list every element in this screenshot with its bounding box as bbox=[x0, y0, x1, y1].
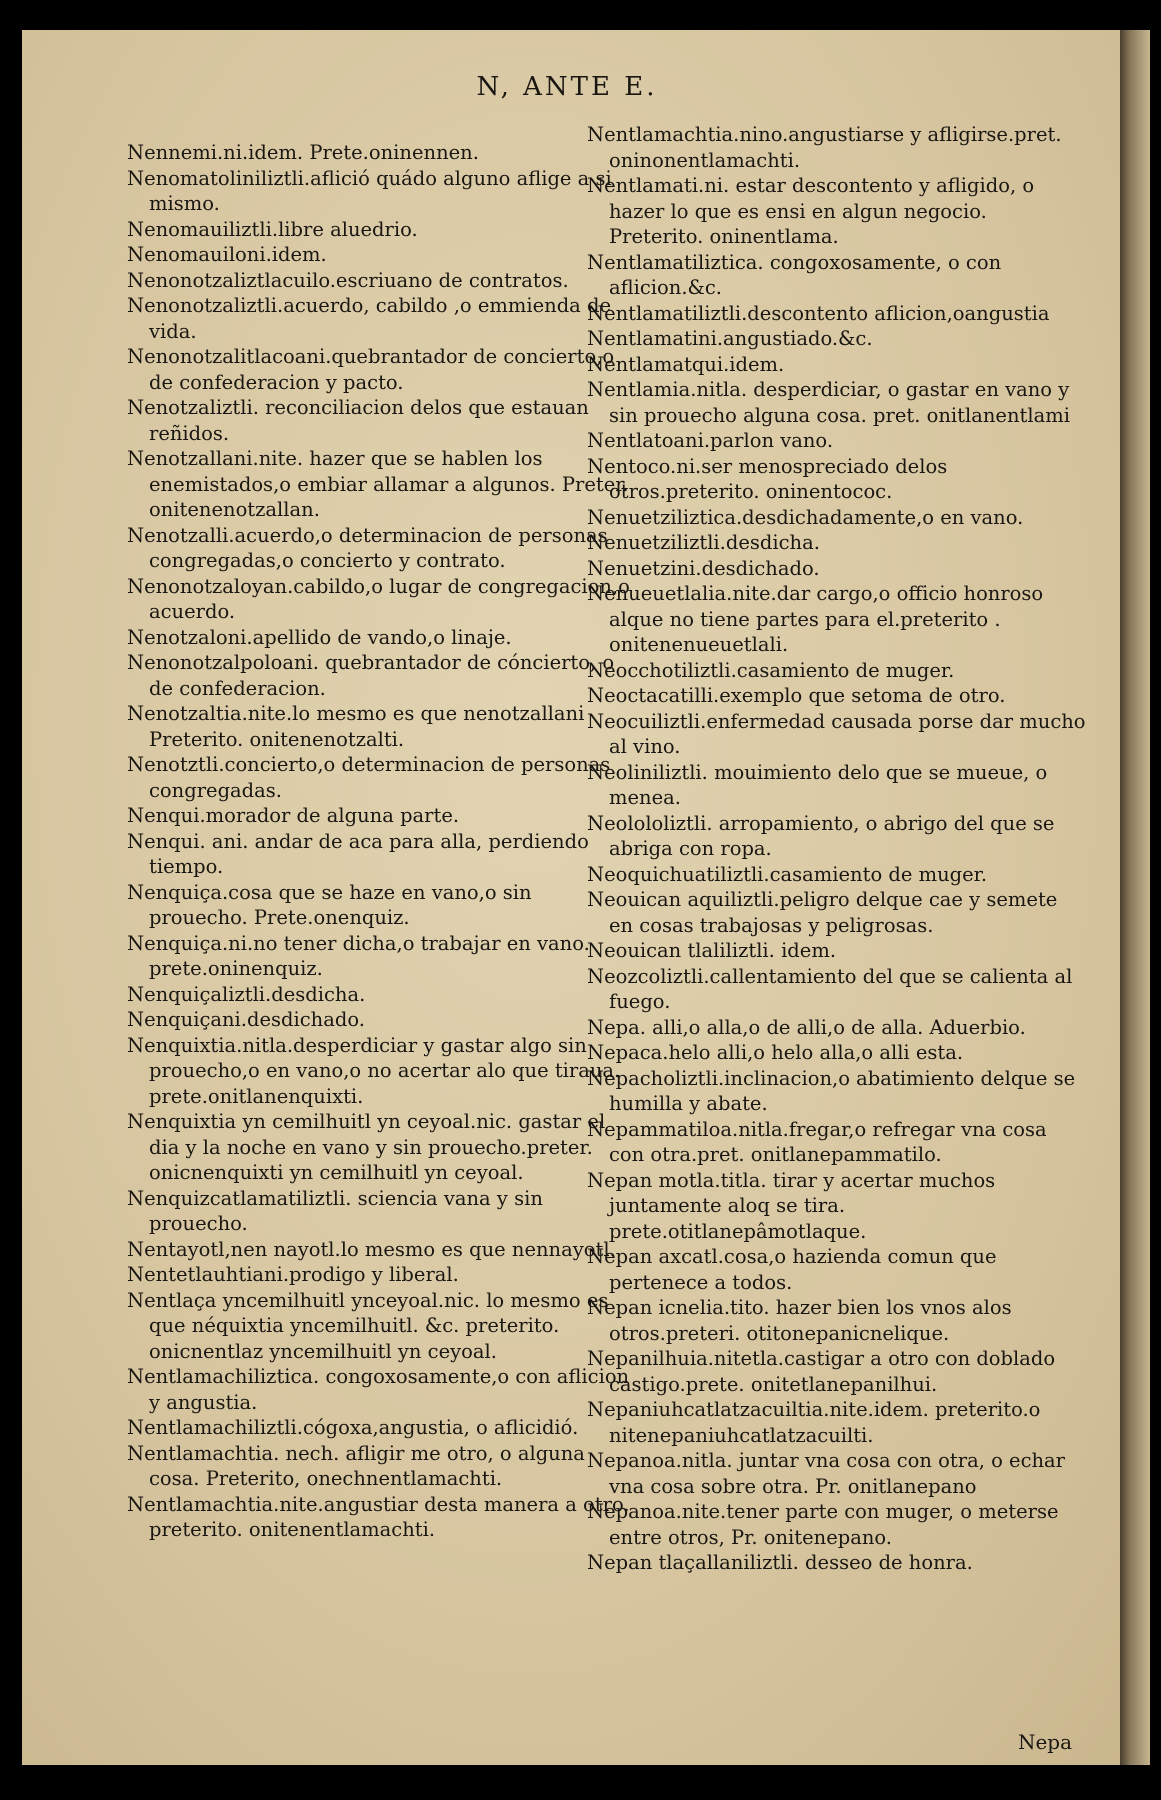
dictionary-entry: Neouican aquiliztli.peligro delque cae y semete en cosas trabajosas y peligrosas. bbox=[587, 888, 1058, 937]
dictionary-entry: Nenomauiloni.idem. bbox=[127, 243, 327, 266]
book-page bbox=[22, 30, 1150, 1765]
dictionary-entry: Nenonotzaliztli.acuerdo, cabildo ,o emmienda de vida. bbox=[127, 294, 612, 343]
dictionary-entry: Nenomauiliztli.libre aluedrio. bbox=[127, 217, 418, 241]
dictionary-entry: Nenonotzaliztlacuilo.escriuano de contratos. bbox=[127, 268, 569, 292]
dictionary-entry: Neoquichuatiliztli.casamiento de muger. bbox=[587, 862, 988, 886]
dictionary-entry: Nenquixtia yn cemilhuitl yn ceyoal.nic. gastar el dia y la noche en vano y sin prouecho.preter. onicnenquixti yn cemilhuitl yn ceyoal. bbox=[127, 1110, 606, 1184]
dictionary-entry: Nepa. alli,o alla,o de alli,o de alla. Aduerbio. bbox=[587, 1015, 1026, 1039]
dictionary-entry: Nenqui. ani. andar de aca para alla, perdiendo tiempo. bbox=[127, 829, 589, 878]
dictionary-entry: Nentlamia.nitla. desperdiciar, o gastar en vano y sin prouecho alguna cosa. pret. onitlanentlami bbox=[587, 378, 1070, 427]
dictionary-entry: Nentlamatiliztica. congoxosamente, o con aflicion.&c. bbox=[587, 250, 1002, 299]
dictionary-entry: Nepammatiloa.nitla.fregar,o refregar vna cosa con otra.pret. onitlanepammatilo. bbox=[587, 1117, 1047, 1166]
dictionary-entry: Nepacholiztli.inclinacion,o abatimiento delque se humilla y abate. bbox=[587, 1066, 1076, 1115]
dictionary-entry: Nenqui.morador de alguna parte. bbox=[127, 804, 460, 827]
dictionary-entry: Nenonotzalitlacoani.quebrantador de concierto,o de confederacion y pacto. bbox=[127, 345, 615, 394]
dictionary-entry: Nenonotzaloyan.cabildo,o lugar de congregacion,o acuerdo. bbox=[127, 574, 630, 623]
dictionary-entry: Nenquiça.cosa que se haze en vano,o sin prouecho. Prete.onenquiz. bbox=[127, 880, 532, 929]
dictionary-entry: Neouican tlaliliztli. idem. bbox=[587, 939, 837, 962]
dictionary-entry: Nentlamatini.angustiado.&c. bbox=[587, 327, 873, 350]
dictionary-entry: Nenquiça.ni.no tener dicha,o trabajar en vano. prete.oninenquiz. bbox=[127, 931, 590, 980]
dictionary-entry: Nepan tlaçallaniliztli. desseo de honra. bbox=[587, 1551, 973, 1574]
dictionary-entry: Neoctacatilli.exemplo que setoma de otro. bbox=[587, 684, 1006, 707]
catchword: Nepa bbox=[1017, 1730, 1072, 1754]
dictionary-entry: Nenquiçani.desdichado. bbox=[127, 1008, 365, 1031]
dictionary-entry: Nepan axcatl.cosa,o hazienda comun que pertenece a todos. bbox=[587, 1245, 997, 1294]
dictionary-entry: Nepanoa.nitla. juntar vna cosa con otra, o echar vna cosa sobre otra. Pr. onitlanepano bbox=[587, 1449, 1066, 1498]
dictionary-entry: Neolololiztli. arropamiento, o abrigo del que se abriga con ropa. bbox=[587, 811, 1055, 860]
dictionary-entry: Nennemi.ni.idem. Prete.oninennen. bbox=[127, 141, 479, 164]
dictionary-entry: Nenotztli.concierto,o determinacion de personas congregadas. bbox=[127, 753, 611, 802]
dictionary-entry: Nentlamachtia. nech. afligir me otro, o alguna cosa. Preterito, onechnentlamachti. bbox=[127, 1441, 585, 1490]
page-gutter bbox=[1120, 30, 1150, 1765]
dictionary-entry: Nepan motla.titla. tirar y acertar muchos juntamente aloq se tira. prete.otitlanepâmotlaque. bbox=[587, 1168, 996, 1243]
dictionary-entry: Nentlamachiliztli.cógoxa,angustia, o aflicidió. bbox=[127, 1416, 579, 1439]
dictionary-entry: Nenotzaliztli. reconciliacion delos que estauan reñidos. bbox=[127, 396, 589, 445]
dictionary-entry: Nenonotzalpoloani. quebrantador de cóncierto, o de confederacion. bbox=[127, 651, 615, 700]
dictionary-entry: Neocchotiliztli.casamiento de muger. bbox=[587, 658, 955, 682]
dictionary-entry: Neocuiliztli.enfermedad causada porse dar mucho al vino. bbox=[587, 709, 1086, 758]
dictionary-entry: Nepanoa.nite.tener parte con muger, o meterse entre otros, Pr. onitenepano. bbox=[587, 1500, 1059, 1549]
dictionary-entry: Nentetlauhtiani.prodigo y liberal. bbox=[127, 1263, 459, 1286]
dictionary-entry: Neoliniliztli. mouimiento delo que se mueue, o menea. bbox=[587, 760, 1048, 809]
dictionary-entry: Nenueuetlalia.nite.dar cargo,o officio honroso alque no tiene partes para el.preterito . onitenenueuetlali. bbox=[587, 582, 1044, 656]
left-column bbox=[127, 140, 632, 1543]
right-column bbox=[587, 122, 1087, 1576]
dictionary-entry: Nentlamachiliztica. congoxosamente,o con aflicion y angustia. bbox=[127, 1365, 630, 1414]
dictionary-entry: Nenuetziliztli.desdicha. bbox=[587, 531, 820, 554]
dictionary-entry: Nentlamatiliztli.descontento aflicion,oangustia bbox=[587, 301, 1050, 325]
dictionary-entry: Nentlamatqui.idem. bbox=[587, 352, 785, 376]
dictionary-entry: Nenuetzini.desdichado. bbox=[587, 556, 820, 580]
dictionary-entry: Nepaca.helo alli,o helo alla,o alli esta. bbox=[587, 1041, 964, 1064]
dictionary-entry: Nenquizcatlamatiliztli. sciencia vana y sin prouecho. bbox=[127, 1186, 543, 1235]
dictionary-entry: Nentayotl,nen nayotl.lo mesmo es que nennayotl. bbox=[127, 1237, 616, 1261]
dictionary-entry: Neozcoliztli.callentamiento del que se calienta al fuego. bbox=[587, 964, 1073, 1013]
dictionary-entry: Nenuetziliztica.desdichadamente,o en vano. bbox=[587, 505, 1024, 529]
dictionary-entry: Nenquixtia.nitla.desperdiciar y gastar algo sin prouecho,o en vano,o no acertar alo que tiraua. prete.onitlanenquixti. bbox=[127, 1033, 621, 1108]
dictionary-entry: Nenomatoliniliztli.aflició quádo alguno aflige a si mismo. bbox=[127, 166, 612, 215]
dictionary-entry: Nentlaça yncemilhuitl ynceyoal.nic. lo mesmo es que néquixtia yncemilhuitl. &c. preterito. onicnentlaz yncemilhuitl yn ceyoal. bbox=[127, 1288, 609, 1363]
dictionary-entry: Nepanilhuia.nitetla.castigar a otro con doblado castigo.prete. onitetlanepanilhui. bbox=[587, 1347, 1056, 1396]
dictionary-entry: Nentoco.ni.ser menospreciado delos otros.preterito. oninentococ. bbox=[587, 454, 948, 503]
dictionary-entry: Nepaniuhcatlatzacuiltia.nite.idem. preterito.o nitenepaniuhcatlatzacuilti. bbox=[587, 1398, 1041, 1447]
page-header: N, ANTE E. bbox=[476, 72, 658, 102]
dictionary-entry: Nenotzallani.nite. hazer que se hablen los enemistados,o embiar allamar a algunos. Preter. onitenenotzallan. bbox=[127, 447, 629, 521]
dictionary-entry: Nenotzalli.acuerdo,o determinacion de personas congregadas,o concierto y contrato. bbox=[127, 523, 608, 572]
dictionary-entry: Nentlamati.ni. estar descontento y afligido, o hazer lo que es ensi en algun negocio. Preterito. oninentlama. bbox=[587, 174, 1035, 248]
dictionary-entry: Nenotzaloni.apellido de vando,o linaje. bbox=[127, 625, 512, 649]
dictionary-entry: Nentlamachtia.nite.angustiar desta manera a otro. preterito. onitenentlamachti. bbox=[127, 1492, 630, 1541]
dictionary-entry: Nentlatoani.parlon vano. bbox=[587, 429, 834, 452]
dictionary-entry: Nenquiçaliztli.desdicha. bbox=[127, 982, 366, 1006]
dictionary-entry: Nenotzaltia.nite.lo mesmo es que nenotzallani Preterito. onitenenotzalti. bbox=[127, 702, 585, 751]
dictionary-entry: Nepan icnelia.tito. hazer bien los vnos alos otros.preteri. otitonepanicnelique. bbox=[587, 1296, 1012, 1345]
dictionary-entry: Nentlamachtia.nino.angustiarse y afligirse.pret. oninonentlamachti. bbox=[587, 123, 1062, 172]
